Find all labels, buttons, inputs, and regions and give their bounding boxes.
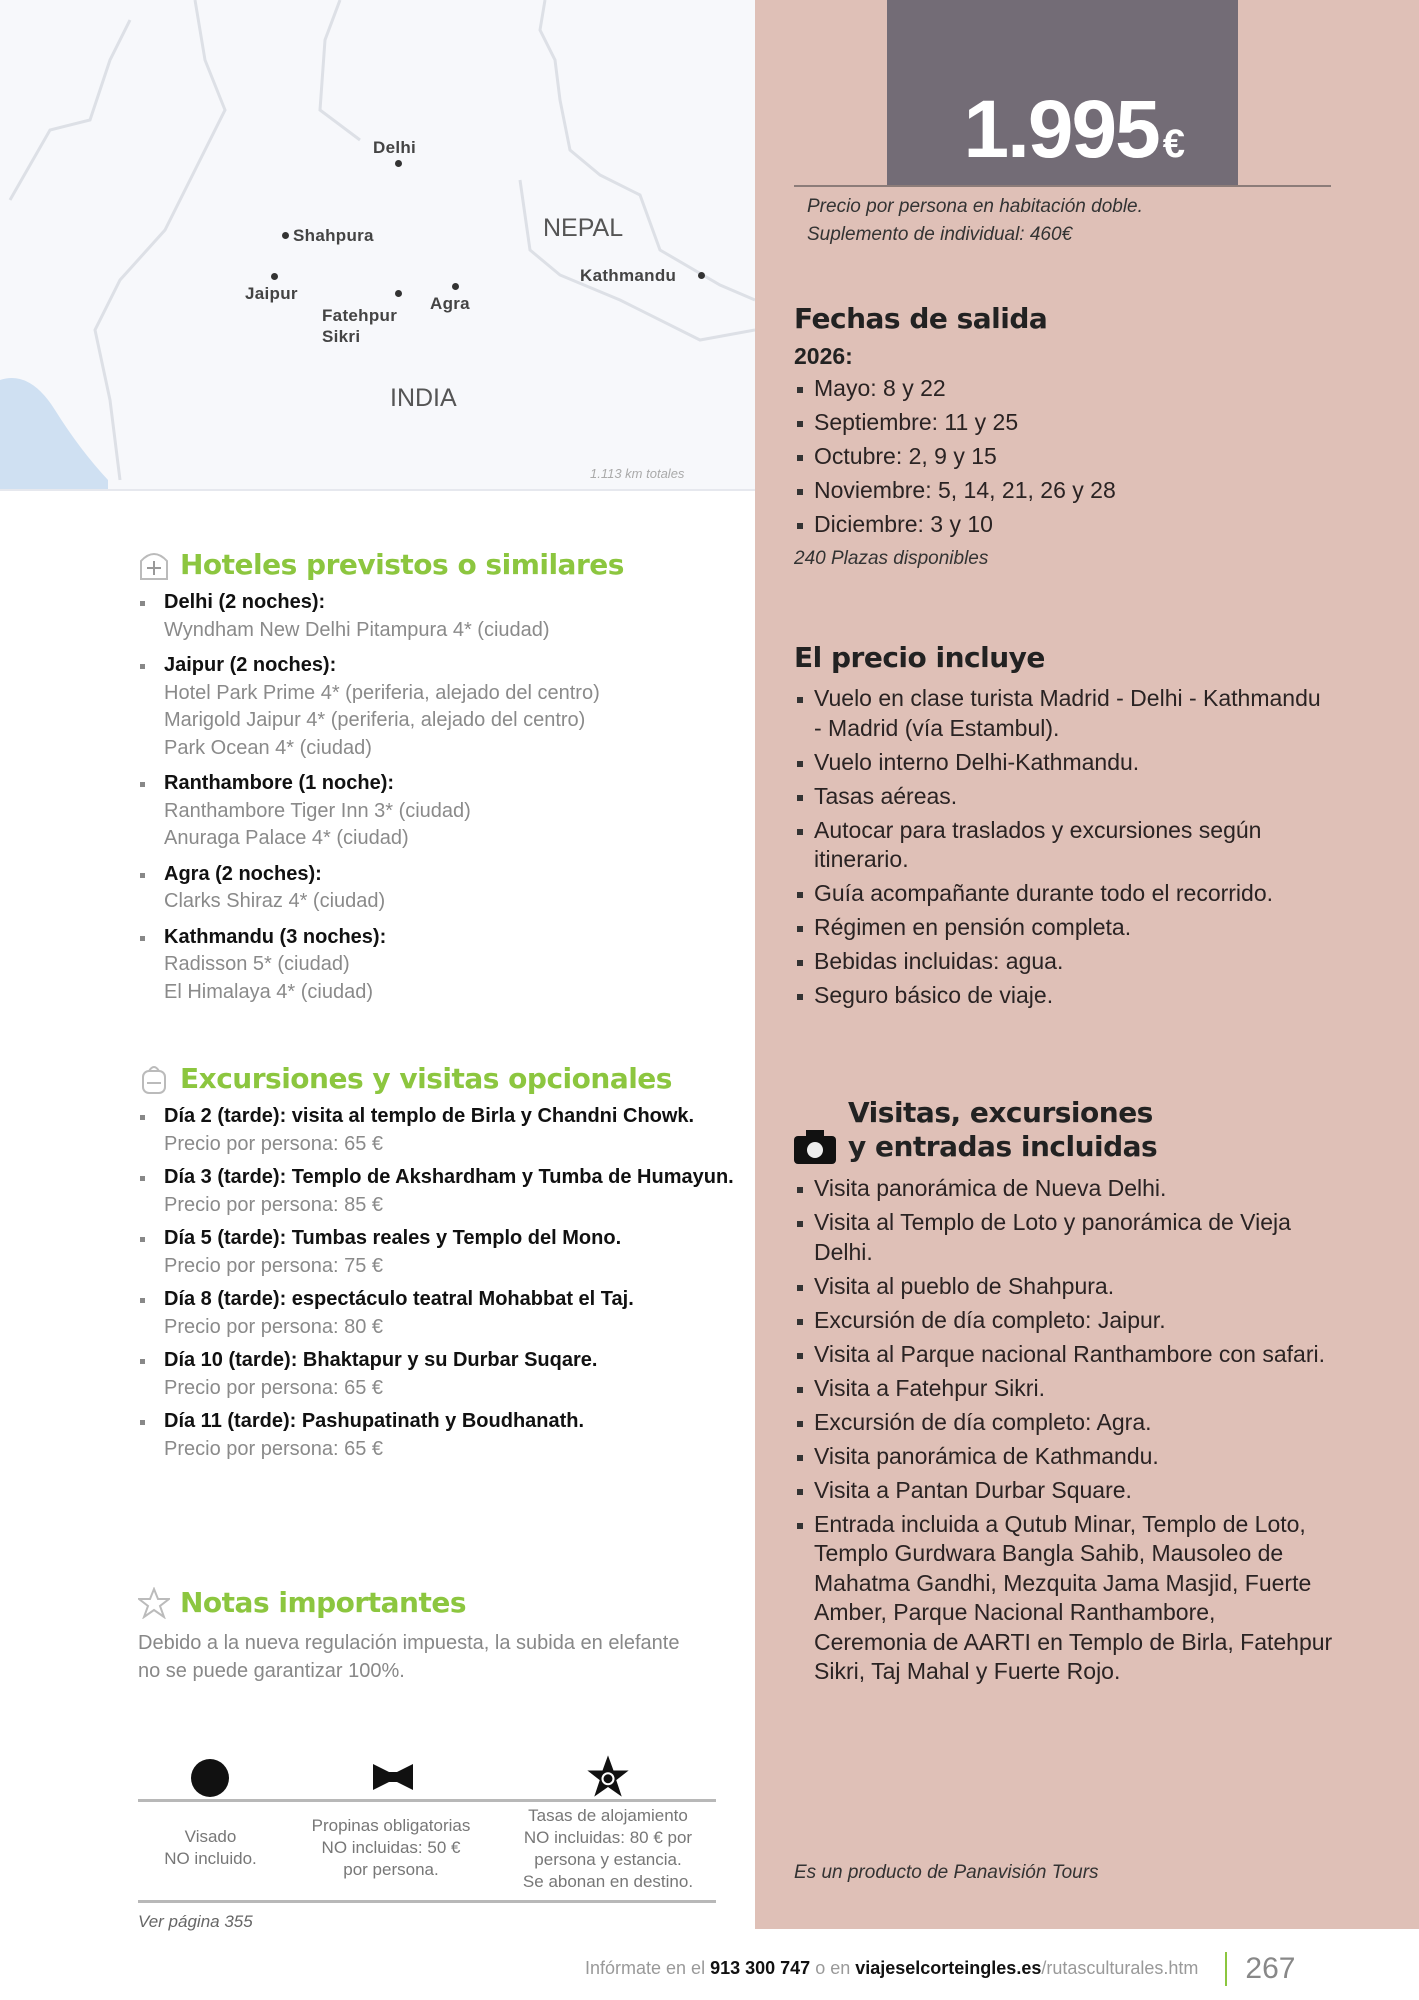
item-detail: Ranthambore Tiger Inn 3* (ciudad): [164, 799, 471, 822]
item-detail: Wyndham New Delhi Pitampura 4* (ciudad): [164, 618, 550, 641]
city-dot: [271, 273, 278, 280]
list-item: Septiembre: 11 y 25: [794, 408, 1354, 438]
price-note: Precio por persona en habitación doble.: [807, 196, 1143, 217]
city-dot: [282, 232, 289, 239]
footer-path: /rutasculturales.htm: [1041, 1957, 1199, 1978]
price-currency: €: [1162, 122, 1183, 166]
divider: [138, 1799, 716, 1802]
item-detail: Precio por persona: 80 €: [164, 1315, 384, 1338]
list-item: [138, 1286, 738, 1341]
item-title: Delhi (2 noches):: [164, 591, 326, 613]
list-item: Diciembre: 3 y 10: [794, 510, 1354, 540]
visitas-title-1: Visitas, excursiones: [848, 1096, 1153, 1129]
list-item: Entrada incluida a Qutub Minar, Templo de Loto, Templo Gurdwara Bangla Sahib, Mausoleo de Mahatma Gandhi, Mezquita Jama Masjid, Fuerte Amber, Parque Nacional Ranthambore, Ceremonia de AARTI en Templo de Birla, Fatehpur Sikri, Taj Mahal y Fuerte Rojo.: [794, 1510, 1334, 1687]
list-item: Visita al pueblo de Shahpura.: [794, 1272, 1334, 1302]
incluye-section: [794, 641, 1334, 1015]
list-item: [138, 1225, 738, 1280]
incluye-list: [794, 684, 1334, 1011]
notas-section: [138, 1586, 698, 1685]
list-item: Vuelo interno Delhi-Kathmandu.: [794, 748, 1334, 778]
item-detail: Precio por persona: 85 €: [164, 1193, 384, 1216]
visitas-title-2: y entradas incluidas: [848, 1130, 1158, 1163]
divider: [138, 1900, 716, 1903]
map-label-delhi: Delhi: [373, 138, 417, 157]
item-title: Jaipur (2 noches):: [164, 654, 337, 676]
map-label-shahpura: Shahpura: [293, 226, 374, 245]
bowtie-icon: [371, 1762, 415, 1792]
list-item: Autocar para traslados y excursiones según itinerario.: [794, 816, 1334, 875]
visitas-section: [794, 1096, 1334, 1691]
list-item: Octubre: 2, 9 y 15: [794, 442, 1354, 472]
footer-divider: [1225, 1952, 1227, 1986]
list-item: [138, 1408, 738, 1463]
star-euro-icon: [586, 1754, 630, 1798]
hoteles-list: [138, 589, 728, 1006]
item-detail: El Himalaya 4* (ciudad): [164, 980, 373, 1003]
ver-pagina-link[interactable]: Ver página 355: [138, 1912, 253, 1931]
item-detail: Precio por persona: 75 €: [164, 1254, 384, 1277]
camera-icon: [794, 1130, 836, 1164]
item-title: Día 8 (tarde): espectáculo teatral Mohabbat el Taj.: [164, 1288, 634, 1310]
star-icon: [138, 1587, 170, 1619]
item-detail: Precio por persona: 65 €: [164, 1132, 384, 1155]
hotel-icon: [138, 549, 170, 581]
item-title: Día 10 (tarde): Bhaktapur y su Durbar Suqare.: [164, 1349, 598, 1371]
tasas-text: Tasas de alojamiento NO incluidas: 80 € por persona y estancia. Se abonan en destino.: [522, 1806, 694, 1891]
excursiones-section: [138, 1062, 738, 1469]
list-item: Seguro básico de viaje.: [794, 981, 1334, 1011]
item-detail: Park Ocean 4* (ciudad): [164, 736, 372, 759]
list-item: [138, 1164, 738, 1219]
fechas-list: [794, 374, 1354, 540]
fechas-year: 2026:: [794, 343, 853, 369]
map-label-india: INDIA: [390, 384, 457, 412]
map-label-agra: Agra: [430, 294, 470, 313]
fechas-title: Fechas de salida: [794, 302, 1048, 335]
footer-text: Infórmate en el: [585, 1957, 711, 1978]
list-item: Visita panorámica de Kathmandu.: [794, 1442, 1334, 1472]
map-label-nepal: NEPAL: [543, 214, 624, 242]
item-title: Kathmandu (3 noches):: [164, 925, 387, 948]
visa-icon: [190, 1758, 230, 1798]
excursiones-title: Excursiones y visitas opcionales: [180, 1062, 672, 1095]
city-dot: [395, 290, 402, 297]
list-item: Visita al Templo de Loto y panorámica de Vieja Delhi.: [794, 1208, 1334, 1267]
list-item: Bebidas incluidas: agua.: [794, 947, 1334, 977]
footer-site-link[interactable]: viajeselcorteingles.es: [855, 1957, 1042, 1978]
item-detail: Marigold Jaipur 4* (periferia, alejado del centro): [164, 709, 586, 731]
hoteles-title: Hoteles previstos o similares: [180, 548, 624, 581]
price-notes: [807, 193, 1143, 249]
list-item: Vuelo en clase turista Madrid - Delhi - Kathmandu - Madrid (vía Estambul).: [794, 684, 1334, 743]
item-title: Ranthambore (1 noche):: [164, 772, 395, 794]
visado-text: Visado NO incluido.: [164, 1827, 257, 1868]
city-dot: [452, 283, 459, 290]
hoteles-section: [138, 548, 728, 1014]
plazas: 240 Plazas disponibles: [794, 547, 989, 569]
propinas-text: Propinas obligatorias NO incluidas: 50 € por persona.: [311, 1816, 471, 1879]
footer-phone[interactable]: 913 300 747: [710, 1957, 811, 1978]
item-detail: Anuraga Palace 4* (ciudad): [164, 827, 409, 849]
item-title: Agra (2 noches):: [164, 862, 322, 885]
list-item: [138, 652, 728, 762]
item-detail: Radisson 5* (ciudad): [164, 953, 350, 975]
visitas-list: [794, 1174, 1334, 1687]
list-item: Tasas aéreas.: [794, 782, 1334, 812]
price-amount: 1.995: [963, 84, 1159, 175]
map-label-kathmandu: Kathmandu: [580, 266, 677, 285]
notas-text: Debido a la nueva regulación impuesta, la subida en elefante no se puede garantizar 100%.: [138, 1632, 680, 1682]
city-dot: [395, 160, 402, 167]
incluye-title: El precio incluye: [794, 641, 1045, 674]
list-item: Visita a Fatehpur Sikri.: [794, 1374, 1334, 1404]
notas-title: Notas importantes: [180, 1586, 466, 1619]
map-label-fatehpur: Fatehpur Sikri: [322, 306, 398, 346]
list-item: Noviembre: 5, 14, 21, 26 y 28: [794, 476, 1354, 506]
list-item: [138, 924, 728, 1007]
page-number: 267: [1245, 1952, 1296, 1985]
supplement-note: Suplemento de individual: 460€: [807, 224, 1073, 245]
fechas-section: [794, 302, 1354, 570]
list-item: Excursión de día completo: Jaipur.: [794, 1306, 1334, 1336]
footer: [585, 1952, 1295, 1986]
footer-text: o en: [810, 1957, 856, 1978]
list-item: Visita a Pantan Durbar Square.: [794, 1476, 1334, 1506]
info-icons: [138, 1750, 716, 1930]
item-detail: Precio por persona: 65 €: [164, 1437, 384, 1460]
list-item: [138, 770, 728, 853]
list-item: Excursión de día completo: Agra.: [794, 1408, 1334, 1438]
list-item: [138, 1103, 738, 1158]
list-item: Mayo: 8 y 22: [794, 374, 1354, 404]
item-title: Día 3 (tarde): Templo de Akshardham y Tumba de Humayun.: [164, 1166, 734, 1188]
list-item: Visita al Parque nacional Ranthambore con safari.: [794, 1340, 1334, 1370]
item-detail: Precio por persona: 65 €: [164, 1376, 384, 1399]
map-borders: [0, 0, 755, 491]
backpack-icon: [138, 1063, 170, 1095]
map-label-jaipur: Jaipur: [245, 284, 298, 303]
item-title: Día 2 (tarde): visita al templo de Birla y Chandni Chowk.: [164, 1105, 695, 1127]
excursiones-list: [138, 1103, 738, 1463]
list-item: Guía acompañante durante todo el recorrido.: [794, 879, 1334, 909]
item-detail: Hotel Park Prime 4* (periferia, alejado del centro): [164, 681, 600, 704]
producto-note: Es un producto de Panavisión Tours: [794, 1862, 1099, 1883]
price-box: [887, 0, 1238, 185]
item-title: Día 11 (tarde): Pashupatinath y Boudhanath.: [164, 1410, 585, 1432]
list-item: Visita panorámica de Nueva Delhi.: [794, 1174, 1334, 1204]
item-detail: Clarks Shiraz 4* (ciudad): [164, 890, 386, 912]
list-item: Régimen en pensión completa.: [794, 913, 1334, 943]
city-dot: [698, 272, 705, 279]
item-title: Día 5 (tarde): Tumbas reales y Templo del Mono.: [164, 1227, 622, 1249]
list-item: [138, 589, 728, 644]
route-map: [0, 0, 755, 491]
divider: [794, 185, 1331, 187]
map-distance: 1.113 km totales: [590, 466, 685, 481]
list-item: [138, 1347, 738, 1402]
list-item: [138, 861, 728, 916]
price: [964, 83, 1183, 177]
